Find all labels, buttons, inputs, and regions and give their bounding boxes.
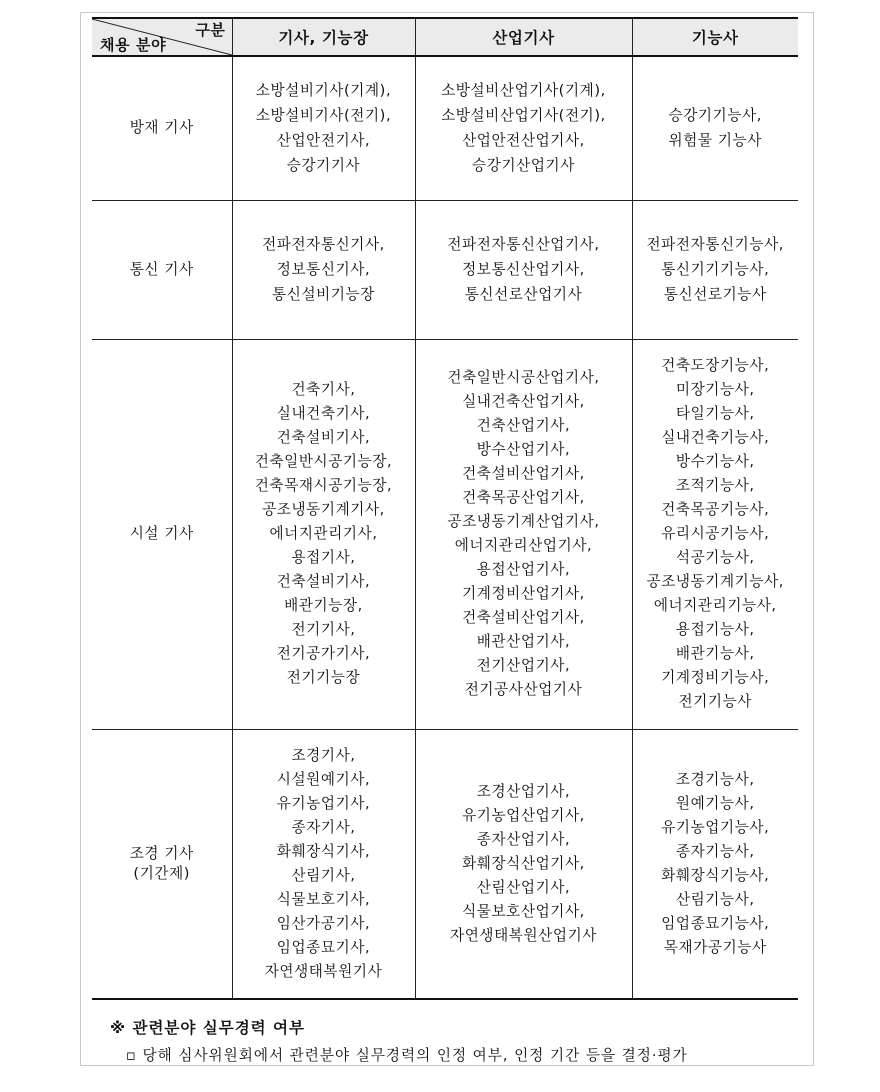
qualification-item: 건축일반시공기능장,	[254, 453, 393, 470]
qualification-item: 임산가공기사,	[276, 914, 371, 932]
category-label: 통신 기사	[129, 260, 194, 278]
qualification-item: 조경산업기사,	[476, 782, 571, 800]
qualification-item: 공조냉동기계기능사,	[646, 573, 785, 590]
qualification-item: 시설원예기사,	[276, 770, 371, 788]
qualification-item: 소방설비산업기사(기계),	[441, 82, 606, 100]
qualification-item: 유기농업기능사,	[661, 818, 770, 836]
qualification-item: 배관기능장,	[284, 597, 363, 614]
qualification-item: 조적기능사,	[675, 477, 755, 494]
column-header: 산업기사	[415, 18, 632, 56]
qualification-item: 용접기사,	[291, 549, 356, 566]
qualification-item: 자연생태복원산업기사	[450, 926, 597, 944]
category-label: 시설 기사	[129, 525, 194, 542]
qualification-cell	[632, 339, 798, 729]
note-title: ※ 관련분야 실무경력 여부	[110, 1019, 305, 1037]
qualification-item: 임업종묘기사,	[276, 938, 371, 956]
qualification-item: 자연생태복원기사	[264, 962, 383, 980]
qualification-item: 유기농업산업기사,	[462, 806, 585, 824]
qualification-item: 통신설비기능장	[272, 286, 375, 303]
qualification-item: 소방설비산업기사(전기),	[441, 107, 606, 125]
qualification-item: 전파전자통신기능사,	[646, 236, 785, 253]
qualification-item: 전기기능장	[286, 669, 361, 686]
qualification-cell	[232, 339, 415, 729]
qualification-cell	[415, 56, 632, 200]
qualification-item: 기계정비산업기사,	[462, 585, 585, 602]
qualification-cell	[632, 729, 798, 999]
qualification-item: 전파전자통신기사,	[262, 236, 385, 253]
table-row	[92, 56, 798, 200]
qualification-item: 종자기사,	[291, 818, 356, 836]
qualification-item: 건축산업기사,	[476, 417, 571, 434]
qualification-item: 정보통신산업기사,	[462, 261, 585, 278]
qualification-cell	[415, 200, 632, 339]
qualification-item: 산업안전산업기사,	[462, 132, 585, 150]
qualification-item: 통신기기기능사,	[661, 261, 770, 278]
qualification-item: 용접산업기사,	[476, 561, 571, 578]
qualification-item: 석공기능사,	[675, 549, 755, 566]
qualification-item: 유리시공기능사,	[661, 525, 770, 542]
category-label: 방재 기사	[129, 119, 194, 137]
certification-table	[92, 17, 798, 1000]
qualification-item: 소방설비기사(전기),	[255, 107, 392, 125]
qualification-item: 건축설비산업기사,	[462, 465, 585, 482]
qualification-item: 식물보호산업기사,	[462, 902, 585, 920]
qualification-item: 전기기사,	[291, 621, 356, 638]
qualification-item: 에너지관리산업기사,	[454, 537, 593, 554]
corner-header-cell	[92, 18, 232, 56]
qualification-item: 산림산업기사,	[476, 878, 571, 896]
corner-label-top: 구분	[195, 21, 226, 39]
qualification-item: 실내건축기사,	[276, 405, 371, 422]
qualification-item: 목재가공기능사	[663, 938, 767, 956]
qualification-item: 승강기기능사,	[668, 107, 762, 125]
qualification-item: 조경기능사,	[675, 770, 755, 788]
qualification-item: 전기산업기사,	[476, 657, 571, 674]
qualification-cell	[632, 56, 798, 200]
qualification-item: 전기공가기사,	[276, 645, 371, 662]
qualification-item: 타일기능사,	[675, 405, 755, 422]
qualification-cell	[415, 729, 632, 999]
qualification-item: 화훼장식기사,	[276, 842, 371, 860]
qualification-item: 방수기능사,	[675, 453, 755, 470]
qualification-item: 에너지관리기사,	[269, 525, 378, 542]
category-cell	[92, 200, 232, 339]
qualification-item: 식물보호기사,	[276, 890, 371, 908]
qualification-item: 용접기능사,	[675, 621, 755, 638]
qualification-item: 통신선로기능사	[663, 286, 767, 303]
qualification-item: 원예기능사,	[675, 794, 755, 812]
qualification-item: 배관기능사,	[675, 645, 755, 662]
qualification-cell	[232, 729, 415, 999]
qualification-item: 공조냉동기계기사,	[262, 501, 385, 518]
qualification-item: 건축설비기사,	[276, 573, 371, 590]
qualification-item: 건축일반시공산업기사,	[447, 369, 600, 386]
qualification-item: 전파전자통신산업기사,	[447, 236, 600, 253]
qualification-item: 통신선로산업기사	[464, 286, 583, 303]
qualification-item: 산림기사,	[291, 866, 356, 884]
qualification-item: 실내건축산업기사,	[462, 393, 585, 410]
qualification-item: 건축도장기능사,	[661, 357, 770, 374]
qualification-item: 전기공사산업기사	[464, 681, 583, 698]
qualification-item: 조경기사,	[291, 746, 356, 764]
qualification-cell	[232, 56, 415, 200]
qualification-item: 공조냉동기계산업기사,	[447, 513, 600, 530]
qualification-cell	[232, 200, 415, 339]
qualification-item: 종자기능사,	[675, 842, 755, 860]
qualification-item: 종자산업기사,	[476, 830, 571, 848]
qualification-item: 건축기사,	[291, 381, 356, 398]
table-header-row	[92, 18, 798, 56]
note-body: ▫ 당해 심사위원회에서 관련분야 실무경력의 인정 여부, 인정 기간 등을 결정·평가	[126, 1047, 688, 1064]
qualification-item: 승강기기사	[286, 157, 361, 175]
corner-label-bottom: 채용 분야	[100, 36, 167, 54]
qualification-item: 건축목공산업기사,	[462, 489, 585, 506]
qualification-item: 산업안전기사,	[276, 132, 371, 150]
category-cell	[92, 339, 232, 729]
qualification-item: 기계정비기능사,	[661, 669, 770, 686]
qualification-item: 에너지관리기능사,	[653, 597, 777, 614]
category-cell	[92, 56, 232, 200]
category-label: 조경 기사	[129, 844, 194, 862]
qualification-item: 건축설비기사,	[276, 429, 371, 446]
table-row	[92, 339, 798, 729]
qualification-item: 위험물 기능사	[668, 132, 762, 150]
category-label: (기간제)	[133, 864, 191, 882]
qualification-item: 건축설비산업기사,	[462, 609, 585, 626]
table-row	[92, 729, 798, 999]
qualification-item: 전기기능사	[678, 693, 752, 710]
qualification-item: 실내건축기능사,	[661, 429, 770, 446]
qualification-item: 배관산업기사,	[476, 633, 571, 650]
qualification-item: 유기농업기사,	[276, 794, 371, 812]
qualification-item: 건축목공기능사,	[661, 501, 770, 518]
qualification-cell	[632, 200, 798, 339]
qualification-item: 소방설비기사(기계),	[255, 82, 392, 100]
qualification-item: 건축목재시공기능장,	[254, 477, 393, 494]
qualification-item: 임업종묘기능사,	[661, 914, 770, 932]
category-cell	[92, 729, 232, 999]
qualification-cell	[415, 339, 632, 729]
qualification-item: 승강기산업기사	[472, 157, 575, 175]
qualification-item: 화훼장식기능사,	[661, 866, 770, 884]
qualification-item: 화훼장식산업기사,	[462, 854, 585, 872]
qualification-item: 방수산업기사,	[476, 441, 571, 458]
qualification-item: 미장기능사,	[675, 381, 755, 398]
column-header: 기사, 기능장	[232, 18, 415, 56]
table-row	[92, 200, 798, 339]
qualification-item: 정보통신기사,	[276, 261, 371, 278]
qualification-item: 산림기능사,	[675, 890, 755, 908]
column-header: 기능사	[632, 18, 798, 56]
